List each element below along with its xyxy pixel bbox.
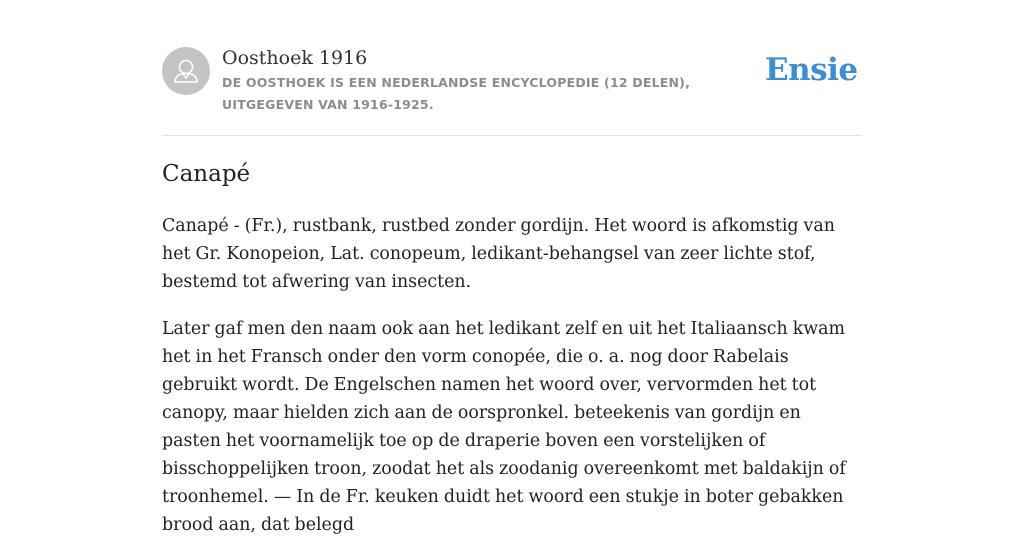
header-divider	[162, 135, 862, 136]
avatar[interactable]	[162, 47, 210, 95]
article-paragraph: Later gaf men den naam ook aan het ledikant zelf en uit het Italiaansch kwam het in het Fransch onder den vorm conopée, die o. a. nog door Rabelais gebruikt wordt. De Engelschen namen het woord over, vervormden het tot canopy, maar hielden zich aan de oorspronkel. beteekenis van gordijn en pasten het voornamelijk toe op de draperie boven een vorstelijken of bisschoppelijken troon, zoodat het als zoodanig overeenkomt met baldakijn of troonhemel. — In de Fr. keuken duidt het woord een stukje in boter gebakken brood aan, dat belegd	[162, 319, 846, 535]
user-icon	[162, 47, 210, 95]
article-title: Canapé	[162, 161, 251, 187]
source-description: DE OOSTHOEK IS EEN NEDERLANDSE ENCYCLOPEDIE (12 DELEN), UITGEGEVEN VAN 1916-1925.	[222, 75, 691, 112]
article-body	[162, 212, 862, 558]
source-title[interactable]: Oosthoek 1916	[222, 47, 368, 69]
ensie-logo[interactable]: Ensie	[765, 52, 858, 88]
article-paragraph: Canapé - (Fr.), rustbank, rustbed zonder gordijn. Het woord is afkomstig van het Gr. Konopeion, Lat. conopeum, ledikant-behangsel van zeer lichte stof, bestemd tot afwering van insecten.	[162, 216, 835, 292]
